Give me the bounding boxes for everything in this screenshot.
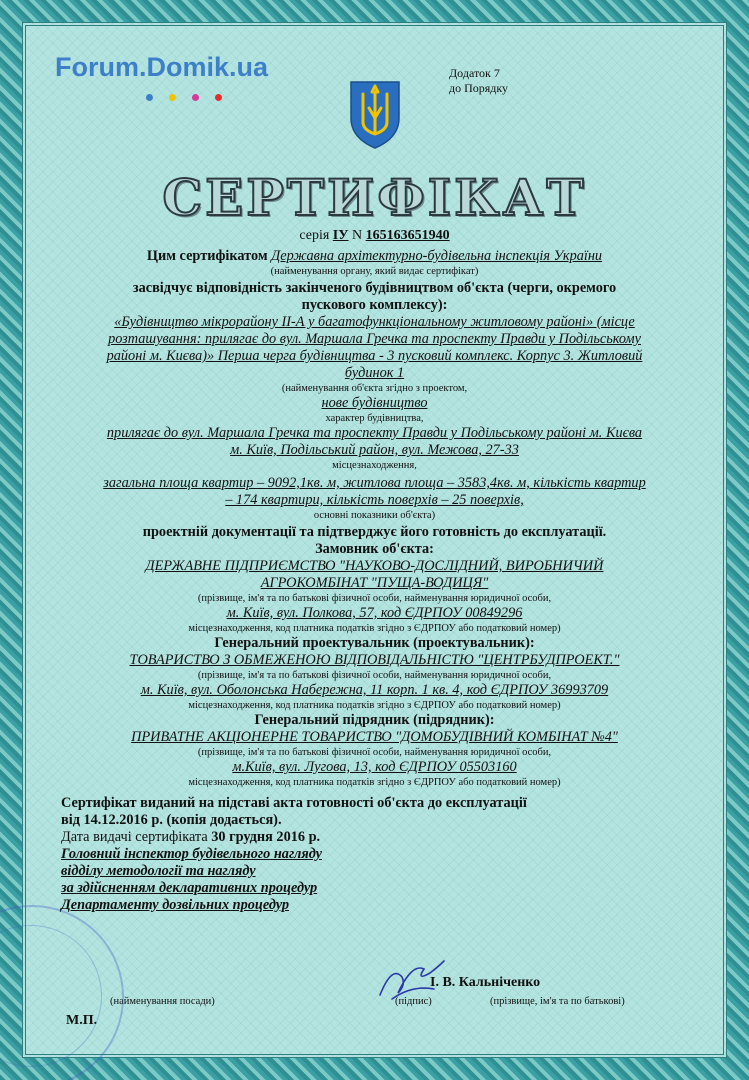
- contractor-name: ПРИВАТНЕ АКЦІОНЕРНЕ ТОВАРИСТВО "ДОМОБУДІВНИЙ КОМБІНАТ №4": [131, 729, 618, 745]
- issuer-line: [48, 248, 701, 265]
- designer-caption-1: (прізвище, ім'я та по батькові фізичної особи, найменування юридичної особи,: [197, 670, 552, 681]
- issuer-intro: Цим сертифікатом: [146, 248, 268, 264]
- designer-name: ТОВАРИСТВО З ОБМЕЖЕНОЮ ВІДПОВІДАЛЬНІСТЮ "ЦЕНТРБУДПРОЕКТ.": [129, 652, 620, 668]
- logo-dot: [146, 94, 153, 101]
- addendum-note: [449, 66, 508, 96]
- signature-caption: (підпис): [395, 996, 432, 1007]
- number-value: 165163651940: [365, 228, 450, 243]
- indicators-line-1: загальна площа квартир – 9092,1кв. м, житлова площа – 3583,4кв. м, кількість квартир: [103, 475, 646, 491]
- logo-dot: [192, 94, 199, 101]
- customer-caption-1: (прізвище, ім'я та по батькові фізичної особи, найменування юридичної особи,: [197, 593, 552, 604]
- issuer-value: Державна архітектурно-будівельна інспекція України: [271, 248, 603, 264]
- logo-dot: [169, 94, 176, 101]
- customer-heading: Замовник об'єкта:: [315, 541, 434, 557]
- customer-caption-2: місцезнаходження, код платника податків згідно з ЄДРПОУ або податковий номер): [188, 623, 561, 634]
- construction-type: нове будівництво: [321, 395, 428, 411]
- seal-place-mark: М.П.: [66, 1013, 98, 1028]
- location-caption: місцезнаходження,: [332, 460, 417, 471]
- object-caption: (найменування об'єкта згідно з проектом,: [281, 383, 468, 394]
- signatory-position-4: Департаменту дозвільних процедур: [61, 897, 290, 913]
- position-caption: (найменування посади): [110, 996, 215, 1007]
- customer-line-2: АГРОКОМБІНАТ "ПУЩА-ВОДИЦЯ": [260, 575, 489, 591]
- contractor-caption-1: (прізвище, ім'я та по батькові фізичної особи, найменування юридичної особи,: [197, 747, 552, 758]
- construction-type-caption: характер будівництва,: [325, 413, 424, 424]
- location-line-2: м. Київ, Подільський район, вул. Межова, 27-33: [230, 442, 519, 458]
- logo-dots: [146, 88, 256, 96]
- addendum-line-2: до Порядку: [449, 81, 509, 95]
- customer-address: м. Київ, вул. Полкова, 57, код ЄДРПОУ 00849296: [226, 605, 523, 621]
- series-label: серія: [299, 228, 330, 243]
- contractor-caption-2: місцезнаходження, код платника податків згідно з ЄДРПОУ або податковий номер): [188, 777, 561, 788]
- signatory-name: І. В. Кальніченко: [430, 975, 541, 990]
- location-line-1: прилягає до вул. Маршала Гречка та проспекту Правди у Подільському районі м. Києва: [106, 425, 643, 441]
- trident-coat-of-arms-icon: [347, 78, 403, 150]
- certifies-line-1: засвідчує відповідність закінченого будівництвом об'єкта (черги, окремого: [132, 280, 617, 296]
- issue-date-line: [61, 829, 701, 846]
- issuer-caption: (найменування органу, який видає сертифікат): [270, 266, 479, 277]
- object-line-4: будинок 1: [344, 365, 405, 381]
- basis-line-2: від 14.12.2016 р. (копія додається).: [61, 812, 282, 828]
- contractor-heading: Генеральний підрядник (підрядник):: [254, 712, 495, 728]
- designer-address: м. Київ, вул. Оболонська Набережна, 11 корп. 1 кв. 4, код ЄДРПОУ 36993709: [140, 682, 609, 698]
- indicators-caption: основні показники об'єкта): [313, 510, 436, 521]
- issue-date-value: 30 грудня 2016 р.: [211, 829, 321, 845]
- signatory-position-2: відділу методології та нагляду: [61, 863, 256, 879]
- certificate-title: СЕРТИФІКАТ: [162, 168, 587, 227]
- object-line-2: розташування: прилягає до вул. Маршала Гречка та проспекту Правди у Подільському: [108, 331, 641, 347]
- signatory-position-1: Головний інспектор будівельного нагляду: [61, 846, 322, 862]
- certifies-line-2: пускового комплексу):: [301, 297, 448, 313]
- contractor-address: м.Київ, вул. Лугова, 13, код ЄДРПОУ 05503160: [232, 759, 517, 775]
- addendum-line-1: Додаток 7: [449, 66, 500, 80]
- name-caption: (прізвище, ім'я та по батькові): [490, 996, 625, 1007]
- object-line-1: «Будівництво мікрорайону ІІ-А у багатофункціональному житловому районі» (місце: [114, 314, 635, 330]
- issue-date-label: Дата видачі сертифіката: [61, 829, 208, 845]
- indicators-line-2: – 174 квартири, кількість поверхів – 25 поверхів,: [225, 492, 524, 508]
- object-line-3: районі м. Києва)» Перша черга будівництва - 3 пусковий комплекс. Корпус 3. Житловий: [106, 348, 643, 364]
- customer-line-1: ДЕРЖАВНЕ ПІДПРИЄМСТВО "НАУКОВО-ДОСЛІДНИЙ, ВИРОБНИЧИЙ: [145, 558, 604, 574]
- basis-line-1: Сертифікат виданий на підставі акта готовності об'єкта до експлуатації: [61, 795, 527, 811]
- number-label: N: [352, 228, 363, 243]
- designer-heading: Генеральний проектувальник (проектувальник):: [214, 635, 535, 651]
- certificate-body: [48, 248, 701, 914]
- readiness-statement: проектній документації та підтверджує його готовність до експлуатації.: [142, 524, 607, 540]
- signatory-position-3: за здійсненням декларативних процедур: [61, 880, 318, 896]
- handwritten-signature: [372, 955, 452, 1005]
- serial-line: [0, 228, 749, 244]
- series-value: IУ: [332, 228, 349, 243]
- logo-dot: [215, 94, 222, 101]
- watermark-logo: Forum.Domik.ua: [55, 52, 269, 82]
- designer-caption-2: місцезнаходження, код платника податків згідно з ЄДРПОУ або податковий номер): [188, 700, 561, 711]
